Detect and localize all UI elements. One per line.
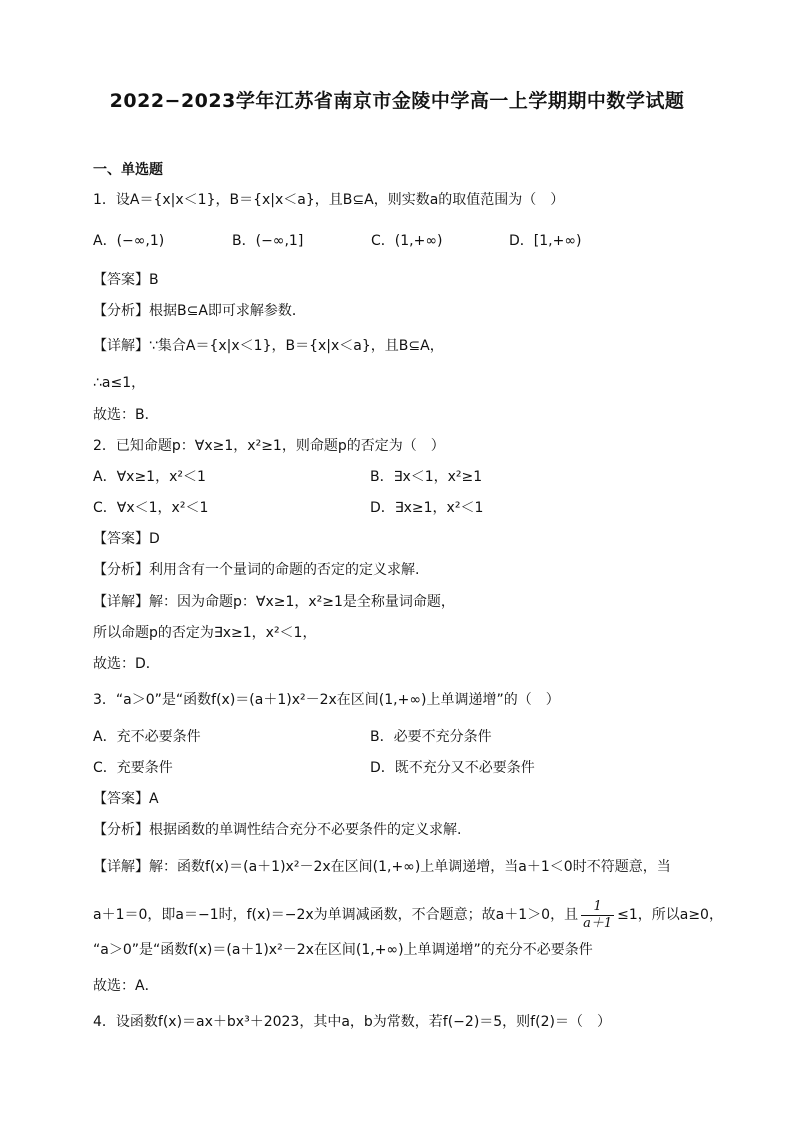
q2-detail: 【详解】解：因为命题p：∀x≥1，x²≥1是全称量词命题， — [93, 594, 455, 610]
q2-choose: 故选：D． — [93, 656, 160, 672]
fraction-denominator: a＋1 — [583, 915, 613, 931]
q2-option-c: C．∀x＜1，x²＜1 — [93, 500, 209, 516]
q3-option-d: D．既不充分又不必要条件 — [370, 760, 535, 776]
q2-option-b: B．∃x＜1，x²≥1 — [370, 469, 483, 485]
q3-step-text-b: ≤1，所以a≥0， — [617, 907, 723, 923]
q3-answer: 【答案】A — [93, 791, 159, 807]
q3-conclusion: “a＞0”是“函数f(x)＝(a＋1)x²－2x在区间(1,+∞)上单调递增”的充分不必要条件 — [93, 942, 593, 958]
q3-option-a: A．充不必要条件 — [93, 729, 201, 745]
q3-detail: 【详解】解：函数f(x)＝(a＋1)x²－2x在区间(1,+∞)上单调递增，当a＋1＜0时不符题意，当 — [93, 859, 671, 875]
question-4-stem: 4．设函数f(x)＝ax＋bx³＋2023，其中a，b为常数，若f(−2)＝5，则f(2)＝（ ） — [93, 1014, 611, 1030]
question-1-stem: 1．设A＝{x|x＜1}，B＝{x|x＜a}，且B⊆A，则实数a的取值范围为（ ） — [93, 192, 565, 208]
q3-option-c: C．充要条件 — [93, 760, 173, 776]
page-title: 2022−2023学年江苏省南京市金陵中学高一上学期期中数学试题 — [109, 90, 685, 112]
q3-choose: 故选：A． — [93, 978, 159, 994]
q2-option-a: A．∀x≥1，x²＜1 — [93, 469, 206, 485]
q1-analysis: 【分析】根据B⊆A即可求解参数． — [93, 303, 306, 319]
q3-option-b: B．必要不充分条件 — [370, 729, 492, 745]
fraction — [581, 899, 614, 932]
question-3-stem: 3．“a＞0”是“函数f(x)＝(a＋1)x²－2x在区间(1,+∞)上单调递增”的（ ） — [93, 692, 560, 708]
q1-option-a: A．(−∞,1) — [93, 233, 165, 249]
q2-option-d: D．∃x≥1，x²＜1 — [370, 500, 484, 516]
q3-step — [93, 897, 723, 933]
question-2-stem: 2．已知命题p：∀x≥1，x²≥1，则命题p的否定为（ ） — [93, 438, 445, 454]
q1-option-c: C．(1,+∞) — [371, 233, 443, 249]
q2-analysis: 【分析】利用含有一个量词的命题的否定的定义求解. — [93, 562, 420, 578]
q1-option-d: D．[1,+∞) — [509, 233, 582, 249]
q2-step: 所以命题p的否定为∃x≥1，x²＜1， — [93, 625, 317, 641]
q3-step-text-a: a＋1＝0，即a＝−1时，f(x)＝−2x为单调减函数，不合题意；故a＋1＞0，且 — [93, 907, 579, 923]
section-heading: 一、单选题 — [93, 162, 163, 178]
q1-answer: 【答案】B — [93, 272, 159, 288]
q1-step: ∴a≤1， — [93, 375, 146, 391]
q1-choose: 故选：B． — [93, 407, 159, 423]
q2-answer: 【答案】D — [93, 531, 160, 547]
q3-analysis: 【分析】根据函数的单调性结合充分不必要条件的定义求解. — [93, 822, 462, 838]
q1-option-b: B．(−∞,1] — [232, 233, 304, 249]
fraction-numerator: 1 — [581, 899, 614, 916]
q1-detail: 【详解】∵集合A＝{x|x＜1}，B＝{x|x＜a}，且B⊆A， — [93, 338, 444, 354]
